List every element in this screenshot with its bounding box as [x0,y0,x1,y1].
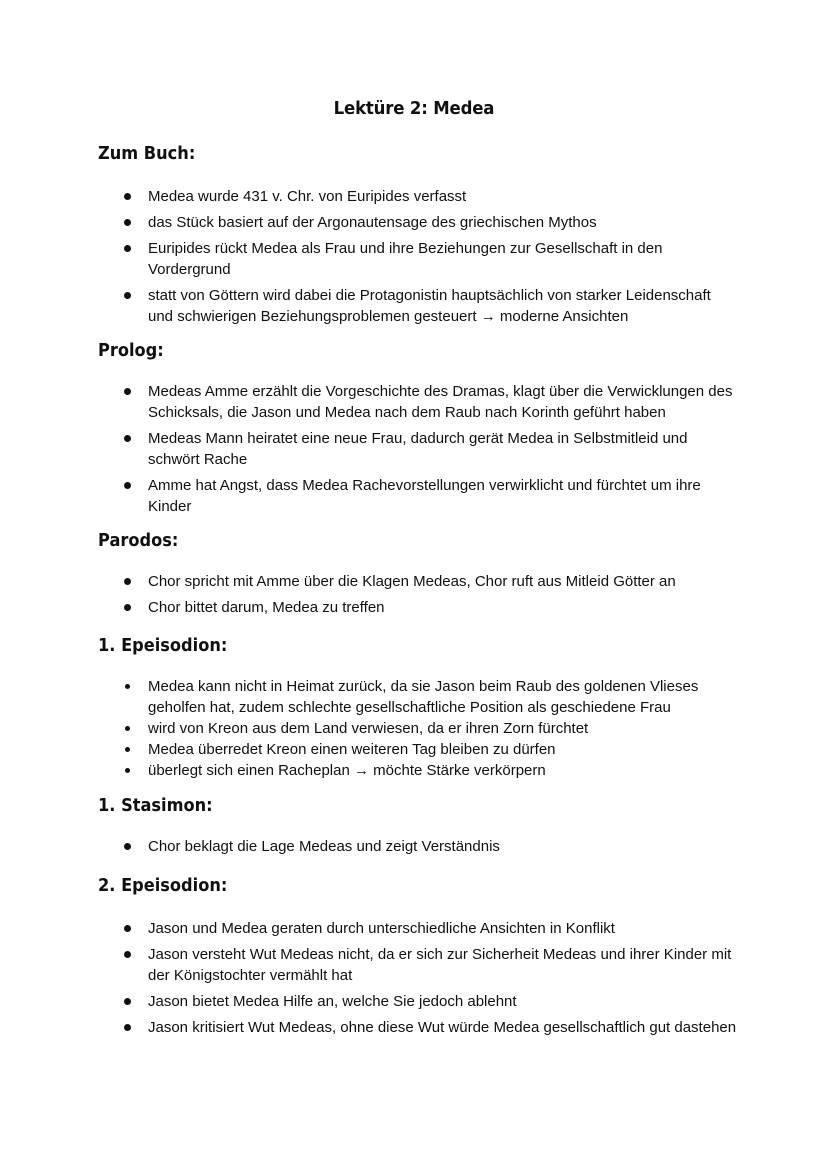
section-1-stasimon [98,794,738,862]
section-heading: Parodos: [98,530,179,551]
bullet-icon [124,193,131,200]
bullet-icon [124,998,131,1005]
list-item [98,238,738,280]
bullet-list [98,676,738,781]
list-item-text: Euripides rückt Medea als Frau und ihre Beziehungen zur Gesellschaft in den Vordergrund [148,240,663,278]
list-item-text: Chor beklagt die Lage Medeas und zeigt Verständnis [148,838,500,855]
bullet-icon [124,245,131,252]
bullet-icon [124,951,131,958]
section-2-epeisodion [98,874,738,1043]
section-heading: Prolog: [98,340,164,361]
list-item-text: Medea kann nicht in Heimat zurück, da sie Jason beim Raub des goldenen Vlieses geholfen hat, zudem schlechte gesellschaftliche Position als geschiedene Frau [148,678,699,716]
section-heading: Zum Buch: [98,143,196,164]
list-item [98,718,738,739]
list-item [98,760,738,781]
list-item-text: überlegt sich einen Racheplan → möchte Stärke verkörpern [148,762,546,779]
list-item [98,1017,738,1038]
list-item [98,381,738,423]
list-item-text: Chor bittet darum, Medea zu treffen [148,599,385,616]
bullet-icon [125,768,130,773]
list-item-text: Medea überredet Kreon einen weiteren Tag bleiben zu dürfen [148,741,556,758]
section-prolog [98,339,738,522]
bullet-list [98,836,738,857]
bullet-icon [124,388,131,395]
list-item [98,739,738,760]
list-item [98,991,738,1012]
list-item [98,676,738,718]
bullet-icon [124,578,131,585]
section-heading: 2. Epeisodion: [98,875,228,896]
bullet-list [98,571,738,618]
list-item-text: Jason kritisiert Wut Medeas, ohne diese Wut würde Medea gesellschaftlich gut dastehen [148,1019,737,1036]
list-item-text: Jason und Medea geraten durch unterschiedliche Ansichten in Konflikt [148,920,615,937]
bullet-icon [125,726,130,731]
bullet-icon [124,925,131,932]
section-1-epeisodion [98,634,738,781]
section-zum-buch [98,142,738,332]
document-title: Lektüre 2: Medea [333,98,495,119]
list-item [98,285,738,327]
section-heading: 1. Epeisodion: [98,635,228,656]
bullet-icon [125,684,130,689]
bullet-icon [125,747,130,752]
list-item-text: Medeas Amme erzählt die Vorgeschichte des Dramas, klagt über die Verwicklungen des Schicksals, die Jason und Medea nach dem Raub nach Korinth geführt haben [148,383,733,421]
list-item-text: Jason bietet Medea Hilfe an, welche Sie jedoch ablehnt [148,993,517,1010]
list-item [98,918,738,939]
bullet-icon [124,604,131,611]
section-parodos [98,529,738,623]
list-item-text: Jason versteht Wut Medeas nicht, da er sich zur Sicherheit Medeas und ihrer Kinder mit der Königstochter vermählt hat [148,946,732,984]
list-item [98,597,738,618]
list-item-text: Amme hat Angst, dass Medea Rachevorstellungen verwirklicht und fürchtet um ihre Kinder [148,477,701,515]
list-item [98,571,738,592]
list-item [98,944,738,986]
list-item [98,186,738,207]
bullet-icon [124,1024,131,1031]
list-item-text: Chor spricht mit Amme über die Klagen Medeas, Chor ruft aus Mitleid Götter an [148,573,676,590]
bullet-list [98,381,738,517]
list-item [98,212,738,233]
list-item [98,836,738,857]
list-item-text: Medeas Mann heiratet eine neue Frau, dadurch gerät Medea in Selbstmitleid und schwört Rache [148,430,688,468]
bullet-icon [124,843,131,850]
list-item-text: wird von Kreon aus dem Land verwiesen, da er ihren Zorn fürchtet [148,720,589,737]
list-item-text: Medea wurde 431 v. Chr. von Euripides verfasst [148,188,467,205]
section-heading: 1. Stasimon: [98,795,213,816]
list-item-text: statt von Göttern wird dabei die Protagonistin hauptsächlich von starker Leidenschaft und schwierigen Beziehungsproblemen gesteuert → moderne Ansichten [148,287,711,325]
bullet-list [98,918,738,1038]
bullet-icon [124,219,131,226]
list-item-text: das Stück basiert auf der Argonautensage des griechischen Mythos [148,214,597,231]
bullet-icon [124,482,131,489]
bullet-icon [124,292,131,299]
bullet-list [98,186,738,327]
list-item [98,428,738,470]
bullet-icon [124,435,131,442]
list-item [98,475,738,517]
